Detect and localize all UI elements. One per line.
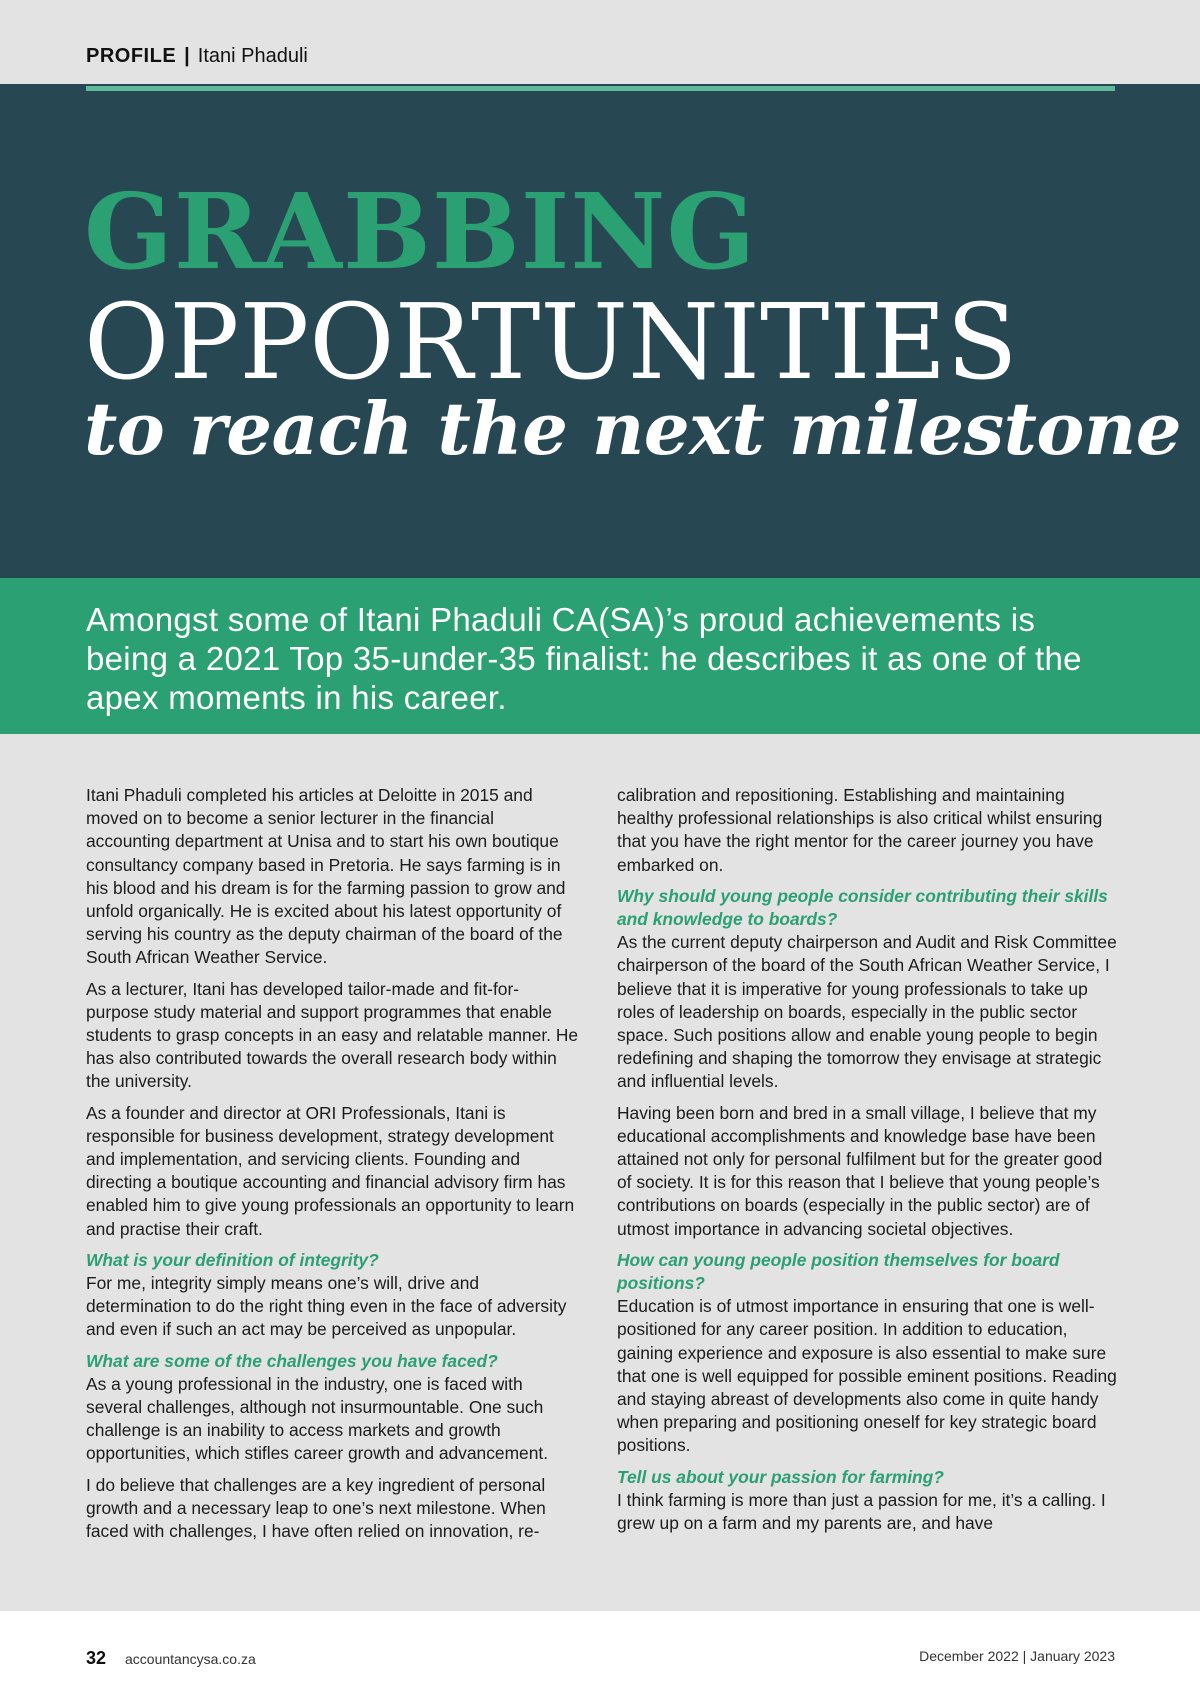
paragraph: I think farming is more than just a passion for me, it’s a calling. I grew up on a farm and my parents are, and have <box>617 1489 1106 1534</box>
paragraph: For me, integrity simply means one’s will, drive and determination to do the right thing even in the face of adversity and even if such an act may be perceived as unpopular. <box>86 1273 567 1340</box>
section-separator: | <box>184 45 190 67</box>
page-number: 32 <box>86 1648 107 1668</box>
article-column-left <box>86 784 581 1551</box>
standfirst-text: Amongst some of Itani Phaduli CA(SA)’s proud achievements is being a 2021 Top 35-under-35 finalist: he describes it as one of the apex moments in his career. <box>86 601 1082 716</box>
question-heading: Why should young people consider contributing their skills and knowledge to boards? <box>617 885 1108 930</box>
article-column-right <box>617 784 1117 1543</box>
paragraph: I do believe that challenges are a key ingredient of personal growth and a necessary leap to one’s next milestone. When faced with challenges, I have often relied on innovation, re- <box>86 1474 546 1542</box>
paragraph: As the current deputy chairperson and Audit and Risk Committee chairperson of the board of the South African Weather Service, I believe that it is imperative for young professionals to take up roles of leadership on boards, especially in the public sector space. Such positions allow and enable young people to begin redefining and shaping the tomorrow they envisage at strategic and influential levels. <box>617 932 1117 1092</box>
paragraph: As a young professional in the industry, one is faced with several challenges, although not insurmountable. One such challenge is an inability to access markets and growth opportunities, which stifles career growth and advancement. <box>86 1373 549 1464</box>
website-link[interactable]: accountancysa.co.za <box>125 1651 256 1667</box>
hero-banner <box>0 84 1200 578</box>
top-bar <box>0 0 1200 84</box>
paragraph: Education is of utmost importance in ensuring that one is well-positioned for any career position. In addition to education, gaining experience and exposure is also essential to make sure that one is well equipped for possible eminent positions. Reading and staying abreast of developments also come in quite handy when preparing and positioning oneself for key strategic board positions. <box>617 1296 1117 1456</box>
hero-rule <box>86 86 1115 91</box>
section-subject: Itani Phaduli <box>197 45 308 67</box>
question-heading: How can young people position themselves for board positions? <box>617 1249 1060 1294</box>
paragraph: As a founder and director at ORI Professionals, Itani is responsible for business development, strategy development and implementation, and servicing clients. Founding and directing a boutique accounting and financial advisory firm has enabled him to give young professionals an opportunity to learn and practise their craft. <box>86 1102 575 1239</box>
page-footer <box>0 1611 1200 1696</box>
section-label <box>86 44 308 68</box>
headline-line-2: OPPORTUNITIES <box>84 281 1018 403</box>
question-heading: What is your definition of integrity? <box>86 1249 379 1270</box>
standfirst-banner <box>0 578 1200 734</box>
section-kicker: PROFILE <box>86 45 177 67</box>
question-heading: What are some of the challenges you have faced? <box>86 1350 498 1371</box>
paragraph: Itani Phaduli completed his articles at Deloitte in 2015 and moved on to become a senior lecturer in the financial accounting department at Unisa and to start his own boutique consultancy company based in Pretoria. He says farming is in his blood and his dream is for the farming passion to grow and unfold organically. He is excited about his latest opportunity of serving his country as the deputy chairman of the board of the South African Weather Service. <box>86 785 566 968</box>
question-heading: Tell us about your passion for farming? <box>617 1466 944 1487</box>
paragraph: Having been born and bred in a small village, I believe that my educational accomplishments and knowledge base have been attained not only for personal fulfilment but for the greater good of society. It is for this reason that I believe that young people’s contributions on boards (especially in the public sector) are of utmost importance in advancing societal objectives. <box>617 1102 1103 1239</box>
headline-line-1: GRABBING <box>84 170 757 293</box>
paragraph: As a lecturer, Itani has developed tailor-made and fit-for-purpose study material and support programmes that enable students to grasp concepts in an easy and relatable manner. He has also contributed towards the overall research body within the university. <box>86 978 579 1092</box>
headline-line-3: to reach the next milestone <box>84 386 1182 471</box>
issue-date: December 2022 | January 2023 <box>919 1648 1115 1664</box>
paragraph: calibration and repositioning. Establishing and maintaining healthy professional relationships is also critical whilst ensuring that you have the right mentor for the career journey you have embarked on. <box>617 785 1103 875</box>
